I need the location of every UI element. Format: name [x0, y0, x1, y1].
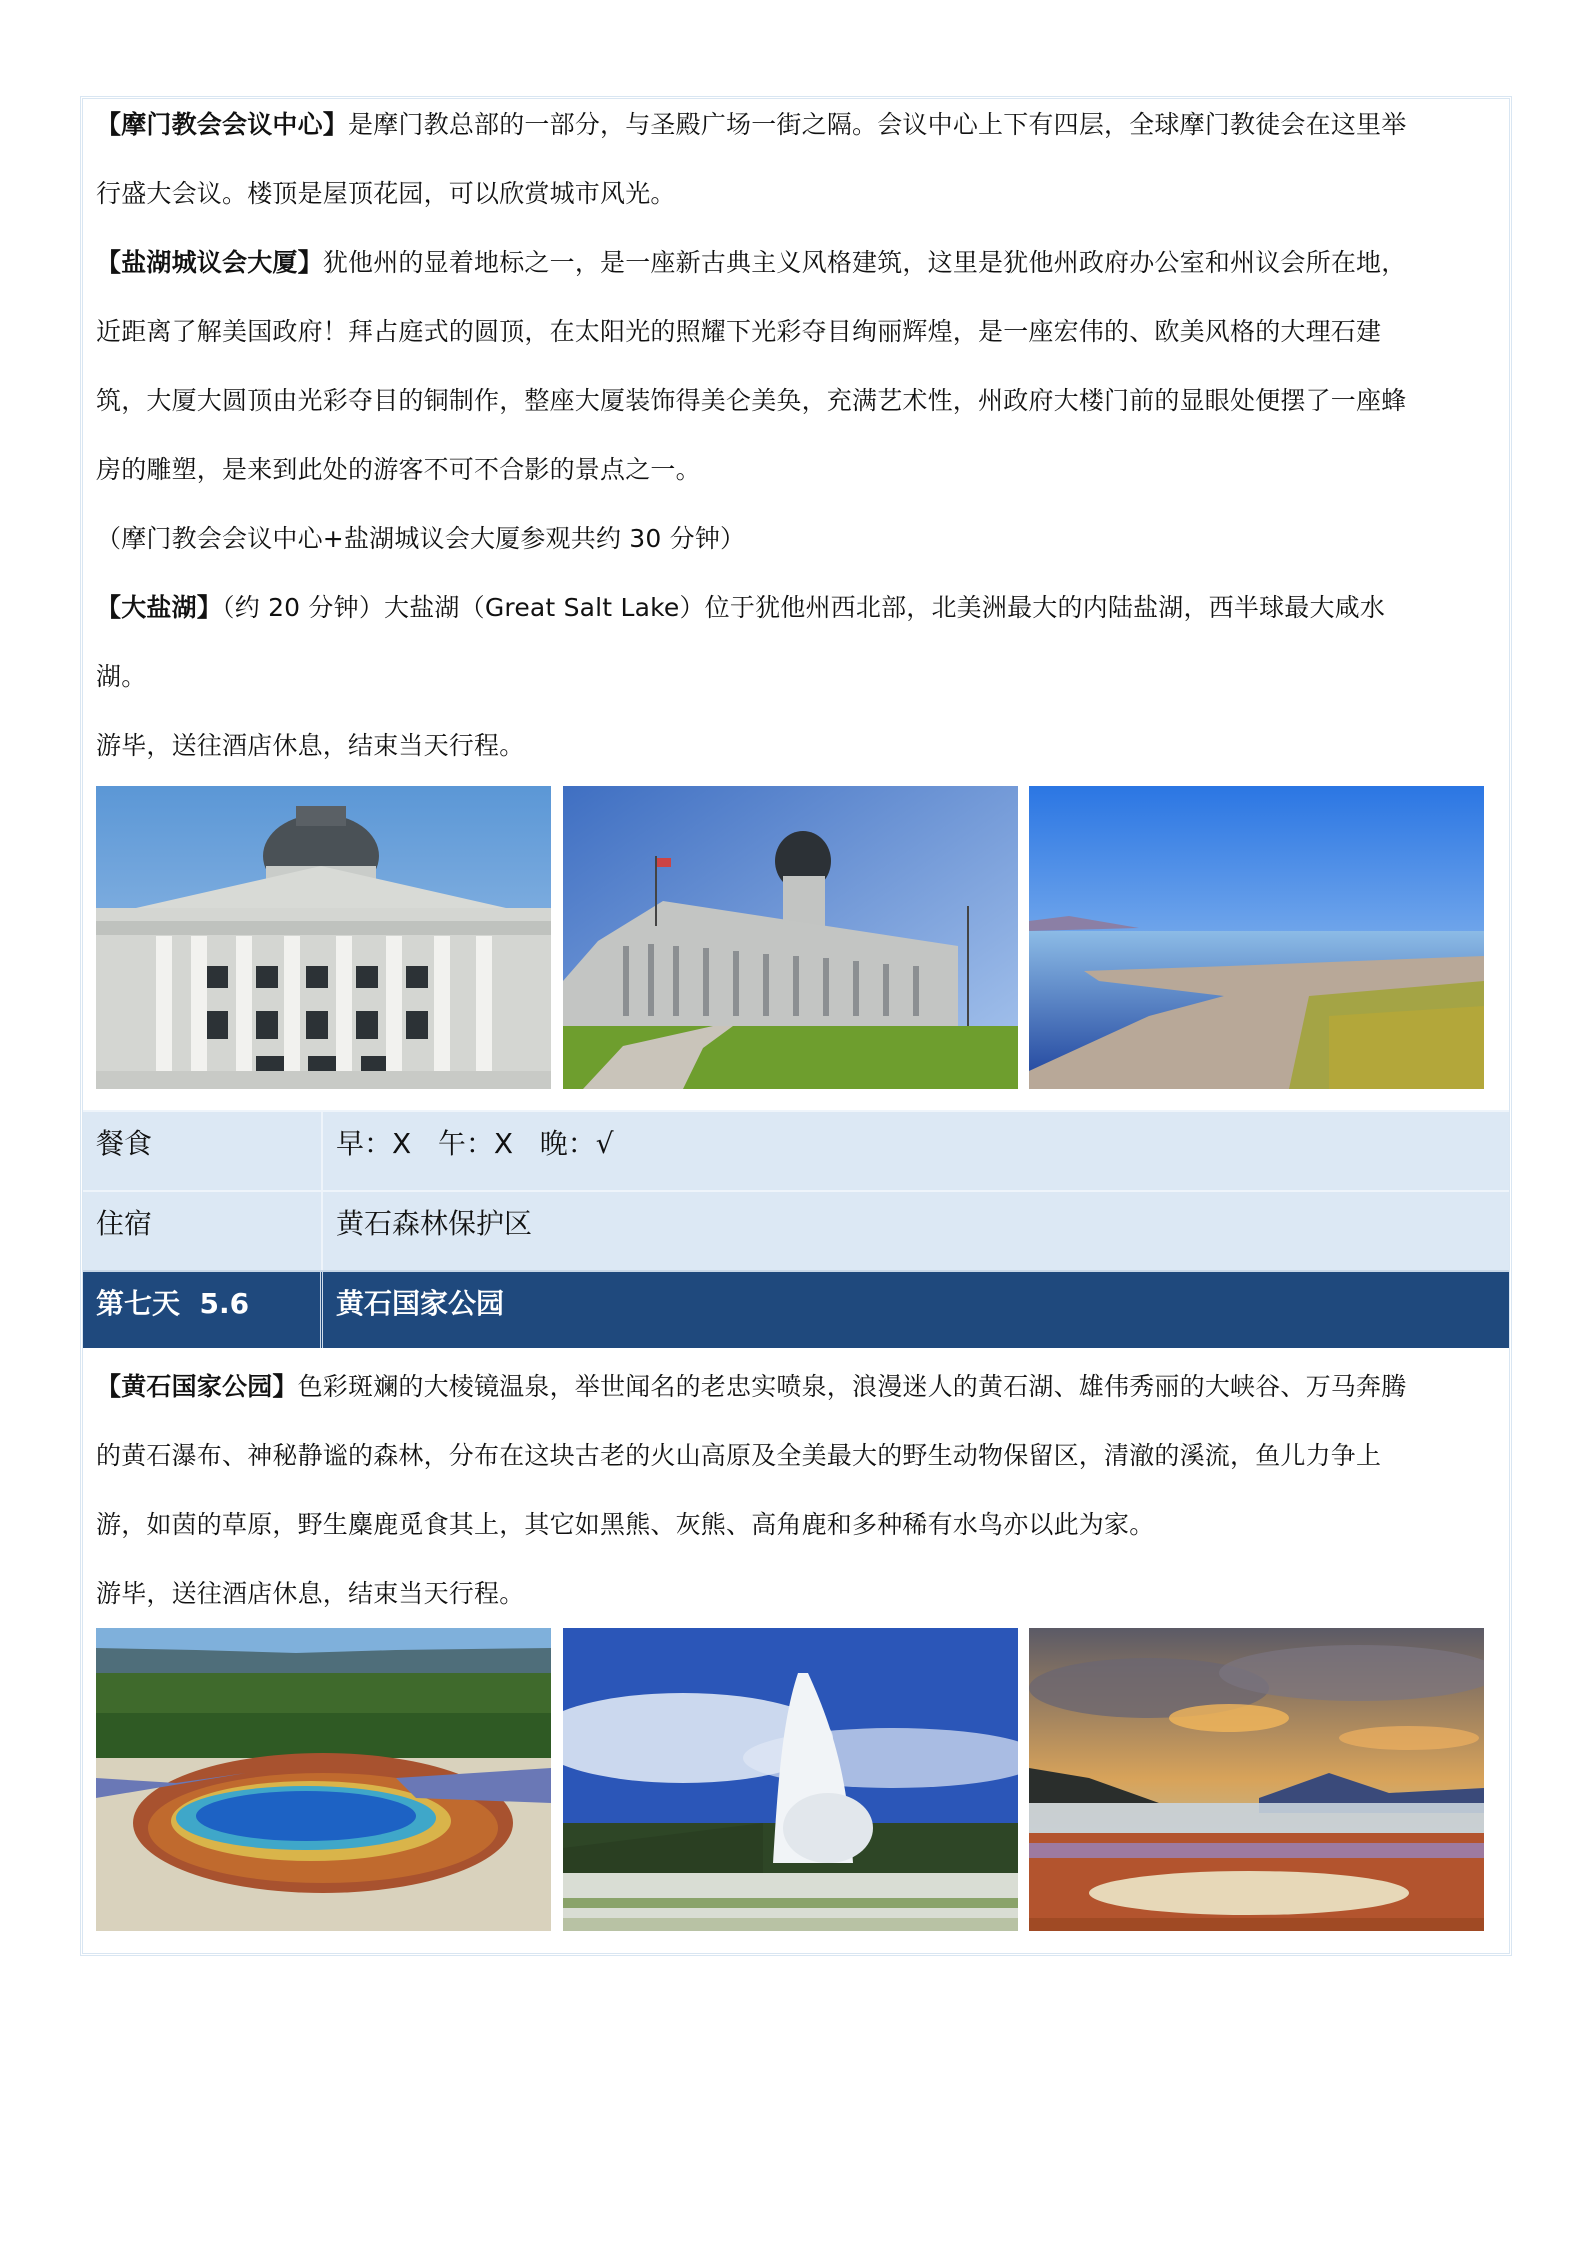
accommodation-row — [83, 1190, 1509, 1270]
capitol-line-4: 房的雕塑，是来到此处的游客不可不合影的景点之一。 — [96, 455, 701, 484]
day7-label: 第七天 5.6 — [83, 1272, 323, 1348]
yellowstone-line-3: 游，如茵的草原，野生麋鹿觅食其上，其它如黑熊、灰熊、高角鹿和多种稀有水鸟亦以此为家。 — [96, 1510, 1155, 1539]
great-salt-lake-title: 【大盐湖】 — [96, 593, 223, 622]
yellowstone-line-2: 的黄石瀑布、神秘静谧的森林，分布在这块古老的火山高原及全美最大的野生动物保留区，清澈的溪流，鱼儿力争上 — [96, 1441, 1382, 1470]
mormon-center-title: 【摩门教会会议中心】 — [96, 110, 349, 139]
day7-header-row — [83, 1270, 1509, 1348]
meals-value: 早：X 午：X 晚：√ — [336, 1127, 614, 1160]
capitol-line-1: 【盐湖城议会大厦】犹他州的显着地标之一，是一座新古典主义风格建筑，这里是犹他州政府办公室和州议会所在地， — [96, 248, 1407, 277]
great-salt-lake-line-1: 【大盐湖】（约 20 分钟）大盐湖（Great Salt Lake）位于犹他州西北部，北美洲最大的内陆盐湖，西半球最大咸水 — [96, 593, 1386, 622]
photo-great-salt-lake — [1029, 786, 1484, 1089]
great-salt-lake-line-2: 湖。 — [96, 662, 147, 691]
visit-duration-note: （摩门教会会议中心+盐湖城议会大厦参观共约 30 分钟） — [96, 524, 746, 553]
capitol-line-2: 近距离了解美国政府！拜占庭式的圆顶，在太阳光的照耀下光彩夺目绚丽辉煌，是一座宏伟的、欧美风格的大理石建 — [96, 317, 1382, 346]
yellowstone-line-1: 【黄石国家公园】色彩斑斓的大棱镜温泉，举世闻名的老忠实喷泉，浪漫迷人的黄石湖、雄伟秀丽的大峡谷、万马奔腾 — [96, 1372, 1407, 1401]
photo-old-faithful-geyser — [563, 1628, 1018, 1931]
day7-title: 黄石国家公园 — [336, 1287, 505, 1320]
capitol-line-3: 筑，大厦大圆顶由光彩夺目的铜制作，整座大厦装饰得美仑美奂，充满艺术性，州政府大楼门前的显眼处便摆了一座蜂 — [96, 386, 1407, 415]
mormon-center-line-2: 行盛大会议。楼顶是屋顶花园，可以欣赏城市风光。 — [96, 179, 676, 208]
meals-row — [83, 1110, 1509, 1190]
accommodation-label: 住宿 — [83, 1192, 323, 1270]
meals-label: 餐食 — [83, 1112, 323, 1190]
accommodation-value: 黄石森林保护区 — [336, 1207, 533, 1240]
yellowstone-description — [96, 1352, 1506, 1628]
salt-lake-description — [96, 90, 1506, 780]
photo-mammoth-terraces-sunset — [1029, 1628, 1484, 1931]
mormon-center-line-1: 【摩门教会会议中心】是摩门教总部的一部分，与圣殿广场一街之隔。会议中心上下有四层，全球摩门教徒会在这里举 — [96, 110, 1407, 139]
capitol-title: 【盐湖城议会大厦】 — [96, 248, 323, 277]
end-of-day-note: 游毕，送往酒店休息，结束当天行程。 — [96, 731, 525, 760]
yellowstone-title: 【黄石国家公园】 — [96, 1372, 298, 1401]
photo-capitol-lawn — [563, 786, 1018, 1089]
day7-end-of-day-note: 游毕，送往酒店休息，结束当天行程。 — [96, 1579, 525, 1608]
photo-capitol-front — [96, 786, 551, 1089]
photo-grand-prismatic-spring — [96, 1628, 551, 1931]
